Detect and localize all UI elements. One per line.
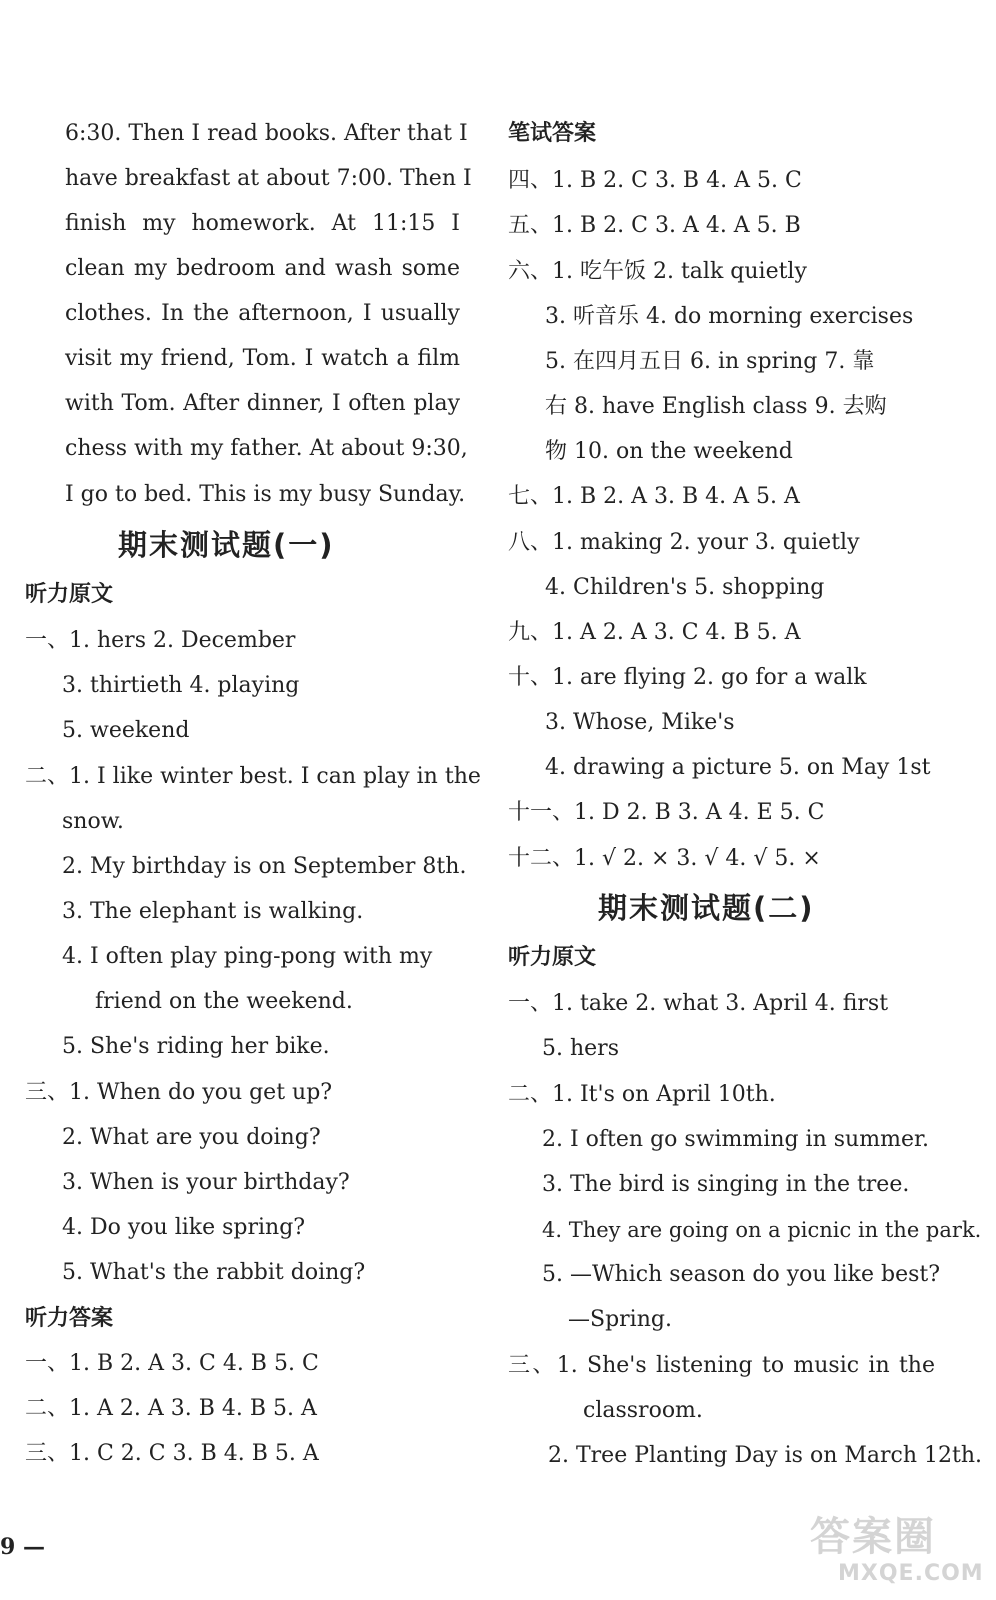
test-2-title: 期末测试题(二) xyxy=(598,891,815,925)
script-line: 3. The elephant is walking. xyxy=(62,899,364,924)
script-line: 4. They are going on a picnic in the park. xyxy=(542,1218,982,1242)
script-line: 二、1. It's on April 10th. xyxy=(508,1082,776,1107)
story-line: clean my bedroom and wash some xyxy=(65,256,460,281)
answer-line: 物 10. on the weekend xyxy=(545,439,793,464)
script-line: 3. When is your birthday? xyxy=(62,1170,350,1195)
story-line: clothes. In the afternoon, I usually xyxy=(65,301,460,326)
watermark-sub: MXQE.COM xyxy=(838,1561,984,1586)
script-line: 一、1. take 2. what 3. April 4. first xyxy=(508,991,889,1016)
story-line: have breakfast at about 7:00. Then I xyxy=(65,166,472,191)
answer-line: 八、1. making 2. your 3. quietly xyxy=(508,530,860,555)
answer-line: 四、1. B 2. C 3. B 4. A 5. C xyxy=(508,168,802,193)
script-line: 三、1. When do you get up? xyxy=(25,1080,333,1105)
story-line: finish my homework. At 11:15 I xyxy=(65,211,460,236)
script-line: 5. weekend xyxy=(62,718,190,743)
story-line: 6:30. Then I read books. After that I xyxy=(65,121,468,146)
story-line-last: I go to bed. This is my busy Sunday. xyxy=(65,482,466,507)
answer-line: 二、1. A 2. A 3. B 4. B 5. A xyxy=(25,1396,317,1421)
answer-line: 3. 听音乐 4. do morning exercises xyxy=(545,304,914,329)
answer-line: 六、1. 吃午饭 2. talk quietly xyxy=(508,259,807,284)
answer-line: 十二、1. √ 2. × 3. √ 4. √ 5. × xyxy=(508,846,821,871)
script-line: 5. What's the rabbit doing? xyxy=(62,1260,366,1285)
script-line: 3. The bird is singing in the tree. xyxy=(542,1172,910,1197)
answer-line: 十一、1. D 2. B 3. A 4. E 5. C xyxy=(508,800,825,825)
script-line: snow. xyxy=(62,809,124,834)
script-line: 4. Do you like spring? xyxy=(62,1215,306,1240)
script-line: classroom. xyxy=(583,1398,703,1423)
script-line: 2. Tree Planting Day is on March 12th. xyxy=(548,1443,982,1468)
watermark-logo xyxy=(810,1505,985,1595)
answer-line: 七、1. B 2. A 3. B 4. A 5. A xyxy=(508,484,800,509)
script-line: 4. I often play ping-pong with my xyxy=(62,944,433,969)
script-line: 5. She's riding her bike. xyxy=(62,1034,330,1059)
answer-line: 三、1. C 2. C 3. B 4. B 5. A xyxy=(25,1441,319,1466)
story-line: with Tom. After dinner, I often play xyxy=(65,391,460,416)
answer-line: 5. 在四月五日 6. in spring 7. 靠 xyxy=(545,349,875,374)
script-line: 三、1. She's listening to music in the xyxy=(508,1353,935,1378)
script-line: 2. I often go swimming in summer. xyxy=(542,1127,930,1152)
script-line: 2. What are you doing? xyxy=(62,1125,321,1150)
story-line: visit my friend, Tom. I watch a film xyxy=(65,346,460,371)
page-number: 9 — xyxy=(0,1534,45,1560)
answer-line: 4. drawing a picture 5. on May 1st xyxy=(545,755,931,780)
script-line: —Spring. xyxy=(568,1307,672,1332)
test-1-title: 期末测试题(一) xyxy=(118,528,335,562)
answer-line: 4. Children's 5. shopping xyxy=(545,575,825,600)
answer-line: 一、1. B 2. A 3. C 4. B 5. C xyxy=(25,1351,319,1376)
listening-answers-heading: 听力答案 xyxy=(25,1306,114,1331)
written-answers-heading: 笔试答案 xyxy=(508,121,597,146)
script-line: 3. thirtieth 4. playing xyxy=(62,673,300,698)
answer-line: 3. Whose, Mike's xyxy=(545,710,735,735)
watermark-main: 答案圈 xyxy=(810,1514,936,1560)
script-line: 5. —Which season do you like best? xyxy=(542,1262,941,1287)
script-line: 一、1. hers 2. December xyxy=(25,628,296,653)
answer-line: 九、1. A 2. A 3. C 4. B 5. A xyxy=(508,620,801,645)
listening-script-heading: 听力原文 xyxy=(25,582,114,607)
listening-script-heading: 听力原文 xyxy=(508,945,597,970)
answer-line: 五、1. B 2. C 3. A 4. A 5. B xyxy=(508,213,801,238)
script-line: friend on the weekend. xyxy=(95,989,353,1014)
story-line: chess with my father. At about 9:30, xyxy=(65,436,468,461)
answer-line: 右 8. have English class 9. 去购 xyxy=(545,394,887,419)
answer-line: 十、1. are flying 2. go for a walk xyxy=(508,665,867,690)
script-line: 二、1. I like winter best. I can play in the xyxy=(25,764,481,789)
script-line: 5. hers xyxy=(542,1036,619,1061)
script-line: 2. My birthday is on September 8th. xyxy=(62,854,467,879)
